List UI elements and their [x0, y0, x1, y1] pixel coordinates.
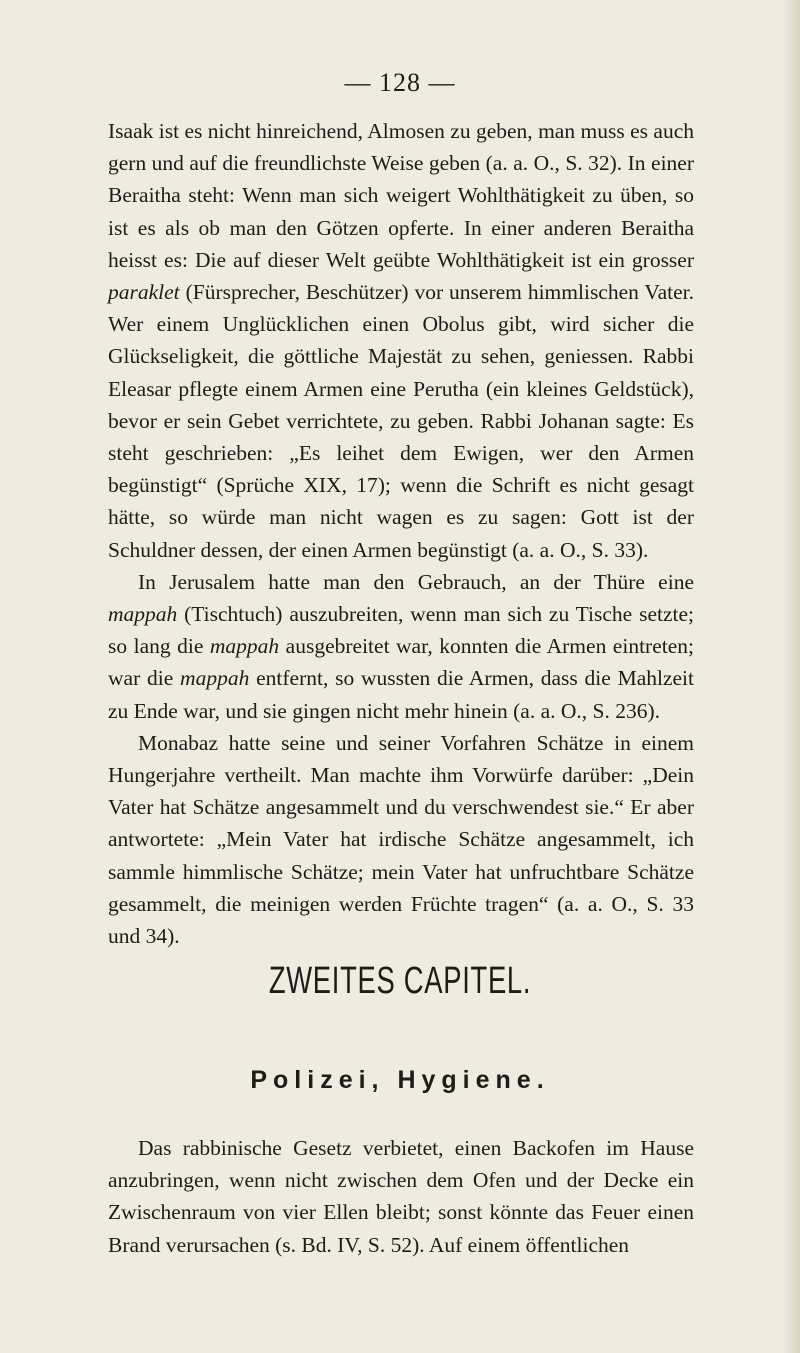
- italic-term: paraklet: [108, 280, 180, 305]
- text-span: In Jerusalem hatte man den Gebrauch, an der Thüre eine: [138, 569, 694, 594]
- paragraph-jerusalem: [108, 566, 694, 727]
- text-span: Das rabbinische Gesetz verbietet, einen Backofen im Hause anzubringen, wenn nicht zwischen dem Ofen und der Decke ein Zwischenraum von vier Ellen bleibt; sonst könnte das Feuer einen Brand verursachen (s. Bd. IV, S. 52). Auf einem öffentlichen: [108, 1136, 694, 1257]
- italic-term: mappah: [108, 602, 178, 627]
- page-edge-shadow: [782, 0, 800, 1353]
- text-span: (Fürsprecher, Beschützer) vor unserem himmlischen Vater. Wer einem Unglücklichen einen Obolus gibt, wird sicher die Glückseligkeit, die göttliche Majestät zu sehen, geniessen. Rabbi Eleasar pflegte einem Armen eine Perutha (ein kleines Geldstück), bevor er sein Gebet verrichtete, zu geben. Rabbi Johanan sagte: Es steht geschrieben: „Es leihet dem Ewigen, wer den Armen begünstigt“ (Sprüche XIX, 17); wenn die Schrift es nicht gesagt hätte, so würde man nicht wagen es zu sagen: Gott ist der Schuldner dessen, der einen Armen begünstigt (a. a. O., S. 33).: [108, 280, 694, 562]
- text-span: ausgebreitet war, konnten die Armen eintreten; war die: [108, 634, 694, 691]
- chapter-title: ZWEITES CAPITEL.: [268, 960, 532, 1002]
- paragraph-charity: [108, 115, 694, 566]
- body-text-top: [108, 115, 694, 952]
- text-span: (Tischtuch) auszubreiten, wenn man sich zu Tische setzte; so lang die: [108, 602, 694, 659]
- paragraph-monabaz: [108, 727, 694, 952]
- text-span: entfernt, so wussten die Armen, dass die Mahlzeit zu Ende war, und sie gingen nicht mehr hinein (a. a. O., S. 236).: [108, 666, 694, 723]
- text-span: Isaak ist es nicht hinreichend, Almosen zu geben, man muss es auch gern und auf die freundlichste Weise geben (a. a. O., S. 32). In einer Beraitha steht: Wenn man sich weigert Wohlthätigkeit zu üben, so ist es als ob man den Götzen opferte. In einer anderen Beraitha heisst es: Die auf dieser Welt geübte Wohlthätigkeit ist ein grosser: [108, 119, 694, 272]
- page-number: — 128 —: [344, 68, 456, 97]
- italic-term: mappah: [209, 634, 280, 659]
- body-text-bottom: [108, 1132, 694, 1261]
- section-title: Polizei, Hygiene.: [250, 1066, 550, 1094]
- text-span: Monabaz hatte seine und seiner Vorfahren Schätze in einem Hungerjahre vertheilt. Man machte ihm Vorwürfe darüber: „Dein Vater hat Schätze angesammelt und du verschwendest sie.“ Er aber antwortete: „Mein Vater hat irdische Schätze angesammelt, ich sammle himmlische Schätze; mein Vater hat unfruchtbare Schätze gesammelt, die meinigen werden Früchte tragen“ (a. a. O., S. 33 und 34).: [108, 730, 694, 949]
- paragraph-backofen: [108, 1132, 694, 1261]
- italic-term: mappah: [180, 666, 250, 691]
